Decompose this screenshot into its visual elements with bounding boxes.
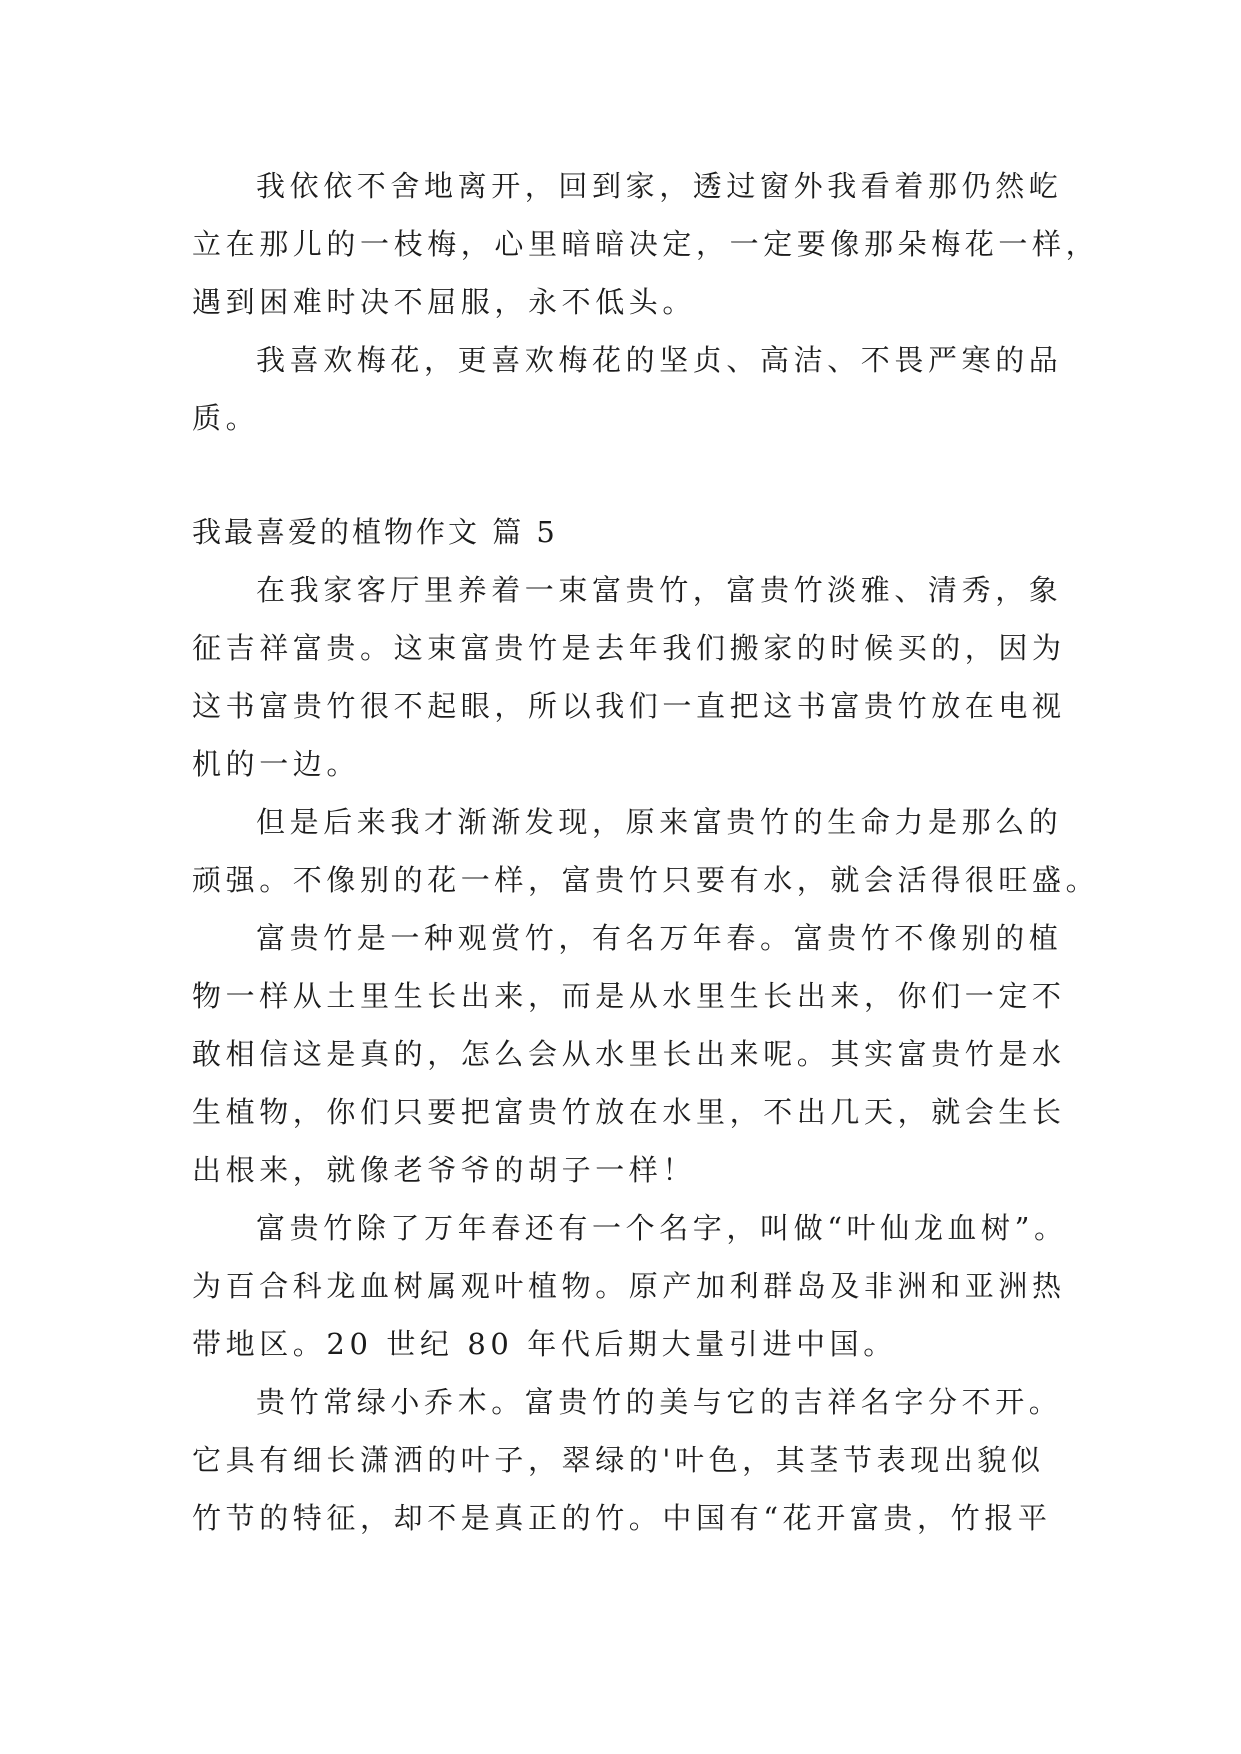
paragraph-line: 带地区。20 世纪 80 年代后期大量引进中国。 <box>192 1327 897 1361</box>
paragraph-line: 在我家客厅里养着一束富贵竹，富贵竹淡雅、清秀，象 <box>256 573 1063 607</box>
paragraph-line: 物一样从土里生长出来，而是从水里生长出来，你们一定不 <box>192 979 1066 1013</box>
paragraph-line: 生植物，你们只要把富贵竹放在水里，不出几天，就会生长 <box>192 1095 1066 1129</box>
paragraph-line: 敢相信这是真的，怎么会从水里长出来呢。其实富贵竹是水 <box>192 1037 1066 1071</box>
paragraph-line: 为百合科龙血树属观叶植物。原产加利群岛及非洲和亚洲热 <box>192 1269 1066 1303</box>
paragraph-line: 这书富贵竹很不起眼，所以我们一直把这书富贵竹放在电视 <box>192 689 1066 723</box>
paragraph-line: 贵竹常绿小乔木。富贵竹的美与它的吉祥名字分不开。 <box>256 1385 1063 1419</box>
paragraph-line: 但是后来我才渐渐发现，原来富贵竹的生命力是那么的 <box>256 805 1063 839</box>
paragraph-line: 我喜欢梅花，更喜欢梅花的坚贞、高洁、不畏严寒的品 <box>256 343 1063 377</box>
paragraph-line: 征吉祥富贵。这束富贵竹是去年我们搬家的时候买的，因为 <box>192 631 1066 665</box>
paragraph-line: 立在那儿的一枝梅，心里暗暗决定，一定要像那朵梅花一样， <box>192 227 1100 261</box>
paragraph-line: 我依依不舍地离开，回到家，透过窗外我看着那仍然屹 <box>256 169 1063 203</box>
section-heading: 我最喜爱的植物作文 篇 5 <box>192 515 558 549</box>
paragraph-line: 遇到困难时决不屈服，永不低头。 <box>192 285 697 319</box>
paragraph-line: 机的一边。 <box>192 747 361 781</box>
paragraph-line: 质。 <box>192 401 260 435</box>
paragraph-line: 它具有细长潇洒的叶子，翠绿的'叶色，其茎节表现出貌似 <box>192 1443 1045 1477</box>
paragraph-line: 富贵竹除了万年春还有一个名字，叫做“叶仙龙血树”。 <box>256 1211 1068 1245</box>
paragraph-line: 富贵竹是一种观赏竹，有名万年春。富贵竹不像别的植 <box>256 921 1063 955</box>
paragraph-line: 竹节的特征，却不是真正的竹。中国有“花开富贵，竹报平 <box>192 1501 1052 1535</box>
paragraph-line: 出根来，就像老爷爷的胡子一样！ <box>192 1153 697 1187</box>
paragraph-line: 顽强。不像别的花一样，富贵竹只要有水，就会活得很旺盛。 <box>192 863 1100 897</box>
